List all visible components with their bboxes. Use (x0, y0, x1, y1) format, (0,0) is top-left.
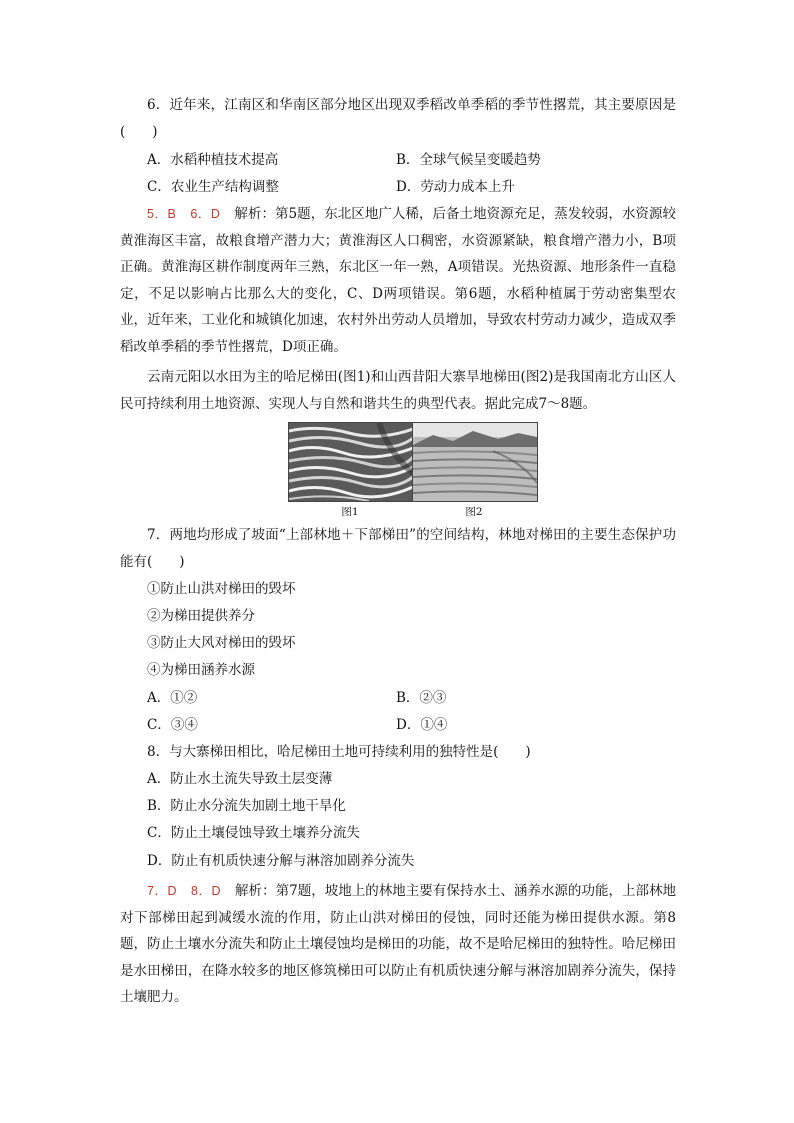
answer-5-6-explanation: 解析：第5题，东北区地广人稀，后备土地资源充足，蒸发较弱，水资源较黄淮海区丰富，故粮食增产潜力大；黄淮海区人口稠密，水资源紧缺，粮食增产潜力小，B项正确。黄淮海区耕作制度两年三熟，东北区一年一熟，A项错误。光热资源、地形条件一直稳定，不足以影响占比那么大的变化，C、D两项错误。第6题，水稻种植属于劳动密集型农业，近年来，工业化和城镇化加速，农村外出劳动人员增加，导致农村劳动力减少，造成双季稻改单季稻的季节性撂荒，D项正确。 (120, 206, 676, 355)
figure-2-dazhai-terraces-image (412, 422, 538, 502)
question-6-option-b: B．全球气候呈变暖趋势 (396, 152, 541, 168)
question-7-item-4: ④为梯田涵养水源 (147, 662, 255, 678)
question-7-option-a: A．①② (147, 690, 198, 706)
question-7-option-d: D．①④ (396, 717, 448, 733)
question-7-item-1: ①防止山洪对梯田的毁坏 (147, 581, 296, 597)
answer-8-label: 8．D (191, 884, 222, 898)
questions-7-8-intro: 云南元阳以水田为主的哈尼梯田(图1)和山西昔阳大寨旱地梯田(图2)是我国南北方山区人民可持续利用土地资源、实现人与自然和谐共生的典型代表。据此完成7～8题。 (120, 369, 676, 412)
question-7-item-3: ③防止大风对梯田的毁坏 (147, 635, 296, 651)
question-7-stem: 7．两地均形成了坡面“上部林地＋下部梯田”的空间结构，林地对梯田的主要生态保护功能有( ) (120, 527, 676, 570)
question-7-option-b: B．②③ (396, 690, 447, 706)
question-8-stem: 8．与大寨梯田相比，哈尼梯田土地可持续利用的独特性是( ) (147, 744, 531, 760)
question-8-option-c: C．防止土壤侵蚀导致土壤养分流失 (147, 825, 360, 841)
question-6-option-d: D．劳动力成本上升 (396, 179, 515, 195)
answer-5-6-block (120, 201, 676, 360)
question-7-item-2: ②为梯田提供养分 (147, 608, 255, 624)
question-6-option-a: A．水稻种植技术提高 (147, 152, 279, 168)
answer-7-8-block (120, 878, 676, 1011)
question-8-option-b: B．防止水分流失加剧土地干旱化 (147, 798, 346, 814)
question-7-option-c: C．③④ (147, 717, 198, 733)
answer-6-label: 6．D (190, 207, 221, 221)
answer-5-label: 5．B (147, 207, 177, 221)
figure-1-caption: 图1 (341, 506, 359, 518)
answer-7-8-explanation: 解析：第7题，坡地上的林地主要有保持水土、涵养水源的功能，上部林地对下部梯田起到减缓水流的作用，防止山洪对梯田的侵蚀，同时还能为梯田提供水源。第8题，防止土壤水分流失和防止土壤侵蚀均是梯田的功能，故不是哈尼梯田的独特性。哈尼梯田是水田梯田，在降水较多的地区修筑梯田可以防止有机质快速分解与淋溶加剧养分流失，保持土壤肥力。 (120, 883, 677, 1005)
answer-7-label: 7．D (147, 884, 178, 898)
question-8-option-a: A．防止水土流失导致土层变薄 (147, 771, 333, 787)
figure-2-caption: 图2 (465, 506, 483, 518)
question-6-option-c: C．农业生产结构调整 (147, 179, 279, 195)
figures-row (288, 422, 534, 518)
question-8-option-d: D．防止有机质快速分解与淋溶加剧养分流失 (147, 853, 415, 869)
question-6-stem: 6．近年来，江南区和华南区部分地区出现双季稻改单季稻的季节性撂荒，其主要原因是( ) (120, 97, 676, 140)
figure-1-hani-terraces-image (288, 422, 414, 502)
